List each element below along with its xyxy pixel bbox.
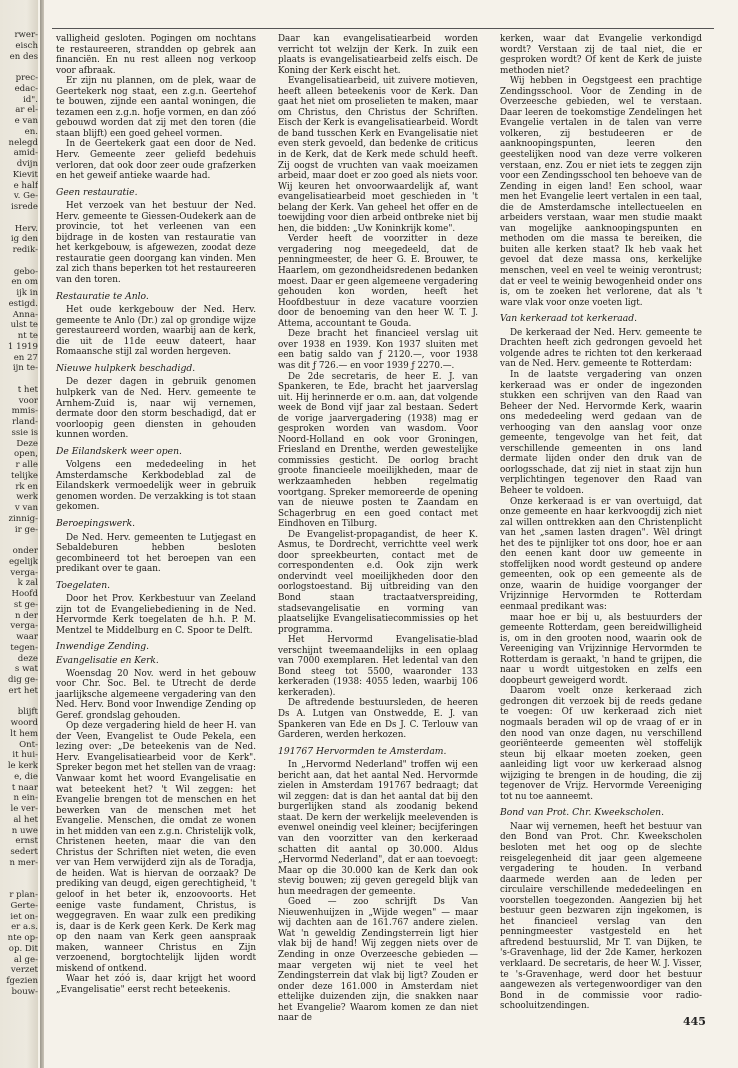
gutter-fragment: estigd. — [8, 298, 38, 309]
gutter-fragment: ijn te- — [12, 363, 38, 374]
gutter-fragment: lt hem — [10, 728, 38, 739]
section-heading: Beroepingswerk. — [56, 517, 136, 529]
article-paragraph: Op deze vergadering hield de heer H. van der Veen, Evangelist te Oude Pekela, een lezing over: „De beteekenis van de Ned. Herv. Evangelisatiearbeid voor de Kerk". Spreker begon met het stellen van de vraag: Vanwaar komt het woord Evangelisatie en wat beteekent het? 't Wil zeggen: het Evangelie brengen tot de menschen en het bewerken van de menschen met het Evangelie. Menschen, die omdat ze wonen in het midden van een z.g.n. Christelijk volk, Christenen heeten, maar die van den Christus der Schriften niet weten, die even ver van Hem verwijderd zijn als de Toradja, de heiden. Wat is hiervan de oorzaak? De prediking van deugd, eigen gerechtigheid, 't geloof in het beter ik, enzoovoorts. Het eenige vaste fundament, Christus, is weggegraven. En waar zulk een prediking is, daar is de Kerk geen Kerk. De Kerk mag op den naam van Kerk geen aanspraak maken, wanneer Christus en Zijn verzoenend, borgtochtelijk lijden wordt miskend of ontkend. — [56, 721, 256, 974]
gutter-fragment: werk — [16, 492, 38, 503]
gutter-fragment: Deze — [16, 438, 38, 449]
gutter-fragment: dvijn — [16, 159, 38, 169]
gutter-fragment: op. Dit — [8, 943, 38, 954]
gutter-fragment: amid- — [13, 148, 38, 159]
gutter-fragment: rwer- — [14, 30, 38, 40]
article-paragraph: De dezer dagen in gebruik genomen hulpkerk van de Ned. Herv. gemeente te Arnhem-Zuid is, naar wij vernemen, dermate door den storm beschadigd, dat er voorloopig geen diensten in gehouden kunnen worden. — [56, 377, 256, 441]
gutter-fragment: gebo- — [13, 266, 38, 277]
gutter-fragment: Anna- — [12, 309, 38, 320]
gutter-fragment: mmis- — [11, 406, 38, 417]
article-paragraph: Daar kan evangelisatiearbeid worden verricht tot welzijn der Kerk. In zuik een plaats is evangelisatiearbeid zelfs eisch. De Koning der Kerk eischt het. — [278, 34, 478, 76]
gutter-fragment: ijk in — [16, 288, 38, 298]
gutter-fragment: Herv. — [14, 223, 38, 234]
gutter-fragment: e, die — [14, 771, 38, 782]
gutter-fragment: verga- — [10, 567, 38, 578]
section-heading: Nieuwe hulpkerk beschadigd. — [56, 362, 196, 374]
gutter-fragment: Kievit — [12, 169, 38, 180]
gutter-fragment: n der — [15, 610, 38, 621]
gutter-fragment: ert het — [8, 685, 38, 696]
article-paragraph: Volgens een mededeeling in het Amsterdamsche Kerkbodeblad zal de Eilandskerk vermoedelijk weer in gebruik genomen worden. De verzakking is tot staan gekomen. — [56, 460, 256, 513]
gutter-fragment: ir ge- — [14, 524, 38, 535]
column-1 — [56, 34, 256, 995]
section-heading: Van kerkeraad tot kerkeraad. — [500, 313, 638, 325]
gutter-fragment: it hui- — [12, 750, 38, 761]
gutter-fragment: ssie is — [11, 427, 38, 438]
gutter-fragment: dig ge- — [8, 675, 38, 685]
article-paragraph: Door het Prov. Kerkbestuur van Zeeland zijn tot de Evangeliebediening in de Ned. Hervormde Kerk toegelaten de h.h. P. M. Mentzel te Middelburg en C. Spoor te Delft. — [56, 594, 256, 636]
gutter-fragment: Gerte- — [10, 900, 38, 911]
top-rule — [52, 28, 714, 29]
section-heading: De Eilandskerk weer open. — [56, 445, 182, 457]
article-paragraph: Het oude kerkgebouw der Ned. Herv. gemeente te Anlo (Dr.) zal op grondige wijze gerestaureerd worden, waarbij aan de kerk, die uit de 11de eeuw dateert, haar Romaansche stijl zal worden hergeven. — [56, 305, 256, 358]
gutter-fragment: woord — [10, 718, 38, 728]
article-paragraph: In „Hervormd Nederland" troffen wij een bericht aan, dat het aantal Ned. Hervormde zielen in Amsterdam 191767 bedraagt; dat wil zeggen: dat is dan het aantal dat bij den burgerlijken stand als zoodanig bekend staat. De kern der werkelijk meelevenden is evenwel oneindig veel kleiner; becijferingen van den voorzitter van den kerkeraad schatten dit aantal op 30.000. Aldus „Hervormd Nederland", dat er aan toevoegt: Maar op die 30.000 kan de Kerk dan ook stevig bouwen; zij geven geregeld blijk van hun meedragen der gemeente. — [278, 760, 478, 897]
article-paragraph: De Ned. Herv. gemeenten te Lutjegast en Sebaldeburen hebben besloten gecombineerd tot het beroepen van een predikant over te gaan. — [56, 532, 256, 575]
article-paragraph: In de Geertekerk gaat een door de Ned. Herv. Gemeente zeer geliefd bedehuis verloren, dat ook door zeer oude grafzerken en het geweif antieke waarde had. — [56, 139, 256, 182]
section-heading: Inwendige Zending. — [56, 641, 150, 653]
gutter-fragment: bouw- — [11, 986, 38, 997]
gutter-fragment: prec- — [15, 73, 38, 83]
gutter-fragment: ig den — [10, 234, 38, 245]
article-paragraph: maar hoe er bij u, als bestuurders der gemeente Rotterdam, geen bereidwilligheid is, om in den grooten nood, waarin ook de Vereeniging van Vrijzinnige Hervormden te Rotterdam is geraakt, 'n hand te grijpen, die naar u wordt uitgestoken en zelfs een doopbeurt geweigerd wordt. — [500, 612, 702, 686]
gutter-fragment: al het — [13, 814, 38, 825]
section-heading: Geen restauratie. — [56, 186, 138, 198]
gutter-fragment: al ge- — [13, 954, 38, 965]
gutter-fragment: egelijk — [8, 556, 38, 567]
page-number: 445 — [683, 1015, 706, 1028]
gutter-fragment: telijke — [11, 470, 38, 481]
gutter-fragment: Ont- — [19, 739, 38, 750]
section-heading: Toegelaten. — [56, 579, 111, 591]
gutter-fragment: id". — [23, 94, 38, 105]
gutter-fragment: le ver- — [10, 804, 38, 814]
gutter-fragment: v van — [14, 503, 38, 513]
article-paragraph: Onze kerkeraad is er van overtuigd, dat onze gemeente en haar kerkvoogdij zich niet zal willen onttrekken aan den Christenplicht van het „samen lasten dragen". Wèl dringt het des te pijnlijker tot ons door, hoe er aan den eenen kant door uw gemeente in stoffelijken nood wordt gesteund op andere gemeenten, ook op een gemeente als de onze, waarin de huidige voorganger der Vrijzinnige Hervormden te Rotterdam eenmaal predikant was: — [500, 496, 702, 612]
section-subheading: Evangelisatie en Kerk. — [56, 655, 159, 666]
gutter-fragment: edac- — [14, 83, 38, 94]
column-2 — [278, 34, 478, 1024]
article-paragraph: Daarom voelt onze kerkeraad zich gedrongen dit verzoek bij de reeds gedane te voegen: Of uw kerkeraad zich niet nogmaals beraden wil op de vraag of er in den nood van onze dagen, nu verschillend georiënteerde gemeenten wèl stoffelijk steun bij elkaar moeten zoeken, geen aanleiding ligt voor uw kerkeraad alsnog wijziging te brengen in de houding, die zij tegenover de Vrijz. Hervormde Vereeniging tot nu toe aanneemt. — [500, 686, 702, 802]
gutter-fragment: e van — [14, 116, 38, 126]
article-paragraph: De Evangelist-propagandist, de heer K. Asmus, te Dordrecht, verrichtte veel werk door spreekbeurten, contact met de correspondenten e.d. Ook zijn werk ondervindt veel moeilijkheden door den oorlogstoestand. Bij uitbreiding van den Bond staan tractaatverspreiding, stadsevangelisatie en vorming van plaatselijke Evangelisatiecommissies op het programma. — [278, 529, 478, 635]
gutter-fragment: nelegd — [8, 137, 38, 148]
article-paragraph: Er zijn nu plannen, om de plek, waar de Geertekerk nog staat, een z.g.n. Geertehof te bouwen, zijnde een aantal woningen, die tezamen een z.g.n. hofje vormen, en dan zóó gebouwd worden dat zij met den toren (die staan blijft) een goed geheel vormen. — [56, 76, 256, 139]
gutter-fragment: er a.s. — [11, 922, 38, 933]
article-paragraph: In de laatste vergadering van onzen kerkeraad was er onder de ingezonden stukken een schrijven van den Raad van Beheer der Ned. Hervormde Kerk, waarin ons mededeeling werd gedaan van de verhooging van den aanslag voor onze gemeente, tengevolge van het feit, dat verschillende gemeenten in ons land dermate lijden onder den druk van de oorlogsschade, dat zij niet in staat zijn hun verplichtingen tegenover den Raad van Beheer te voldoen. — [500, 369, 702, 496]
gutter-fragment: k zal — [17, 578, 38, 589]
section-heading: 191767 Hervormden te Amsterdam. — [278, 745, 447, 757]
gutter-fragment: r alle — [15, 460, 38, 470]
gutter-fragment: st ge- — [13, 599, 38, 610]
gutter-fragment: fgezien — [6, 976, 38, 986]
gutter-fragment: blijft — [17, 707, 38, 718]
gutter-fragment: en om — [11, 277, 38, 288]
gutter-fragment: v. Ge- — [13, 191, 38, 202]
article-paragraph: Waar het zóó is, daar krijgt het woord „Evangelisatie" eerst recht beteekenis. — [56, 974, 256, 995]
gutter-fragment: n mer- — [9, 857, 38, 868]
gutter-fragment: zinnig- — [8, 513, 38, 524]
gutter-fragment: nte op- — [7, 933, 38, 943]
article-paragraph: Verder heeft de voorzitter in deze vergadering nog meegedeeld, dat de penningmeester, de heer G. E. Brouwer, te Haarlem, om gezondheidsredenen bedanken moest. Daar er geen algemeene vergadering gehouden kon worden, heeft het Hoofdbestuur in deze vacature voorzien door de benoeming van den heer W. T. J. Attema, accountant te Gouda. — [278, 234, 478, 329]
gutter-fragment: eisch — [15, 40, 38, 51]
section-heading: Restauratie te Anlo. — [56, 290, 149, 302]
gutter-fragment: le kerk — [7, 761, 38, 771]
gutter-fragment: t het — [17, 384, 38, 395]
gutter-fragment: rland- — [12, 417, 38, 427]
gutter-fragment: e half — [13, 180, 38, 191]
binding-shadow — [40, 0, 44, 1068]
gutter-fragment: tegen- — [10, 642, 38, 653]
gutter-fragment: Hoofd — [11, 589, 38, 599]
gutter-fragment: s wat — [14, 664, 38, 675]
gutter-fragment: ulst te — [10, 320, 38, 331]
gutter-fragment: deze — [17, 653, 38, 664]
gutter-fragment: en. — [24, 126, 38, 137]
gutter-fragment: waar — [16, 632, 38, 642]
gutter-fragment: en 27 — [13, 352, 38, 363]
article-paragraph: Woensdag 20 Nov. werd in het gebouw voor Chr. Soc. Bel. te Utrecht de derde jaarlijksche algemeene vergadering van den Ned. Herv. Bond voor Inwendige Zending op Geref. grondslag gehouden. — [56, 668, 256, 721]
gutter-fragment: sedert — [10, 847, 38, 857]
article-paragraph: valligheid gesloten. Pogingen om nochtans te restaureeren, strandden op gebrek aan financiën. En nu rest alleen nog verkoop voor afbraak. — [56, 34, 256, 76]
gutter-fragment: r plan- — [9, 890, 38, 900]
gutter-fragment: n ein- — [13, 793, 38, 804]
column-3 — [500, 34, 702, 1012]
section-heading: Bond van Prot. Chr. Kweekscholen. — [500, 807, 665, 819]
gutter-fragment: rk en — [15, 481, 38, 492]
previous-page-edge — [0, 0, 38, 1068]
gutter-fragment: open, — [13, 449, 38, 460]
gutter-fragment: nt te — [17, 331, 38, 341]
article-paragraph: Het Hervormd Evangelisatie-blad verschijnt tweemaandelijks in een oplaag van 7000 exemplaren. Het ledental van den Bond steeg tot 5500, waaronder 133 kerkeraden (1938: 4055 leden, waarbij 106 kerkeraden). — [278, 635, 478, 698]
article-paragraph: De kerkeraad der Ned. Herv. gemeente te Drachten heeft zich gedrongen gevoeld het volgende adres te richten tot den kerkeraad van de Ned. Herv. gemeente te Rotterdam: — [500, 327, 702, 370]
article-paragraph: Evangelisatiearbeid, uit zuivere motieven, heeft alleen beteekenis voor de Kerk. Dan gaat het niet om proselieten te maken, maar om Christus, den Christus der Schriften. Eisch der Kerk is evangelisatiearbeid. Wordt de band tusschen Kerk en Evangelisatie niet even sterk gevoeld, dan bedenke de criticus in de Kerk, dat de Kerk mede schuld heeft. Zij oogst de vruchten van vaak moeizamen arbeid, maar doet er zoo goed als niets voor. Wij keuren het onvoorwaardelijk af, want evangelisatiearbeid moet geschieden in 't belang der Kerk. Van geheel het offer en de toewijding voor dien arbeid ontbreke niet bij hen, die bidden: „Uw Koninkrijk kome". — [278, 76, 478, 234]
article-paragraph: De 2de secretaris, de heer E. J. van Spankeren, te Ede, bracht het jaarverslag uit. Hij herinnerde er o.m. aan, dat volgende week de Bond vijf jaar zal bestaan. Sedert de vorige jaarvergadering (1938) mag er gesproken worden van wasdom. Voor Noord-Holland en ook voor Groningen, Friesland en Drenthe, werden gewestelijke commissies gesticht. De oorlog bracht groote financieele moeilijkheden, maar de werkzaamheden hebben regelmatig voortgang. Spreker memoreerde de opening van de nieuwe posten te Zaandam en Schagerbrug en een goed contact met Eindhoven en Tilburg. — [278, 371, 478, 530]
gutter-fragment: ernst — [15, 836, 38, 847]
article-paragraph: Goed — zoo schrijft Ds Van Nieuwenhuijzen in „Wijde wegen" — maar wij dachten aan de 161.767 andere zielen. Wat 'n geweldig Zendingsterrein ligt hier vlak bij de hand! Wij zeggen niets over de Zending in onze Overzeesche gebieden — maar vergeten wij niet te veel het Zendingsterrein dat vlak bij ligt? Zouden er onder deze 161.000 in Amsterdam niet ettelijke duizenden zijn, die snakken naar het Evangelie? Waarom komen ze dan niet naar de — [278, 897, 478, 1024]
gutter-fragment: verga- — [10, 621, 38, 632]
article-paragraph: Deze bracht het financieel verslag uit over 1938 en 1939. Kon 1937 sluiten met een batig saldo van ƒ 2120.—, voor 1938 was dit ƒ 726.— en voor 1939 ƒ 2270.—. — [278, 329, 478, 371]
gutter-fragment: verzet — [10, 965, 38, 976]
article-paragraph: Wij hebben in Oegstgeest een prachtige Zendingsschool. Voor de Zending in de Overzeesche gebieden, wel te verstaan. Daar leeren de toekomstige Zendelingen het Evangelie vertalen in de talen van verre volkeren, zij bestudeeren er de aanknoopingspunten, leeren den geestelijken nood van deze verre volkeren verstaan, enz. Zou er niet iets te zeggen zijn voor een Zendingsschool ten behoeve van de Zending in eigen land! Een school, waar men het Evangelie leert vertalen in een taal, die de Amsterdamsche intellectueelen en arbeiders verstaan, waar men studie maakt van mogelijke aanknoopingspunten en methoden om die massa te bereiken, die buiten alle kerken staat? Ik heb vaak het gevoel dat deze massa ons, kerkelijke menschen, veel en veel te weinig verontrust; dat er veel te weinig bewogenheid onder ons is, om te zoeken het verlorene, dat als 't ware vlak voor onze voeten ligt. — [500, 76, 702, 308]
gutter-fragment: isrede — [11, 202, 38, 212]
gutter-fragment: t naar — [11, 782, 38, 793]
gutter-fragment: 1 1919 — [7, 341, 38, 352]
article-paragraph: De aftredende bestuursleden, de heeren Ds A. Lutgen van Onstwedde, E. J. van Spankeren van Ede en Ds J. C. Terlouw van Garderen, werden herkozen. — [278, 698, 478, 741]
gutter-fragment: en des — [9, 51, 38, 62]
gutter-fragment: n uwe — [11, 825, 38, 836]
gutter-fragment: onder — [12, 546, 38, 556]
article-paragraph: Het verzoek van het bestuur der Ned. Herv. gemeente te Giessen-Oudekerk aan de provincie, tot het verleenen van een bijdrage in de kosten van restauratie van het kerkgebouw, is afgewezen, zoodat deze restauratie geen doorgang kan vinden. Men zal zich thans beperken tot het restaureeren van den toren. — [56, 201, 256, 286]
gutter-fragment: redik- — [12, 245, 38, 255]
gutter-fragment: ar el- — [15, 105, 38, 116]
article-paragraph: kerken, waar dat Evangelie verkondigd wordt? Verstaan zij de taal niet, die er gesproken wordt? Of kent de Kerk de juiste methoden niet? — [500, 34, 702, 76]
gutter-fragment: iet on- — [10, 911, 38, 922]
article-paragraph: Naar wij vernemen, heeft het bestuur van den Bond van Prot. Chr. Kweekscholen besloten met het oog op de slechte reisgelegenheid dit jaar geen algemeene vergadering te houden. In verband daarmede werden aan de leden per circulaire verschillende mededeelingen en voorstellen toegezonden. Aangezien bij het bestuur geen bezwaren zijn ingekomen, is het financieel verslag van den penningmeester vastgesteld en het aftredend bestuurslid, Mr T. van Dijken, te 's-Gravenhage, lid der 2de Kamer, herkozen verklaard. De secretaris, de heer W. J. Visser, te 's-Gravenhage, werd door het bestuur aangewezen als vertegenwoordiger van den Bond in de commissie voor radio-schooluitzendingen. — [500, 821, 702, 1012]
gutter-fragment: voor — [18, 395, 38, 406]
